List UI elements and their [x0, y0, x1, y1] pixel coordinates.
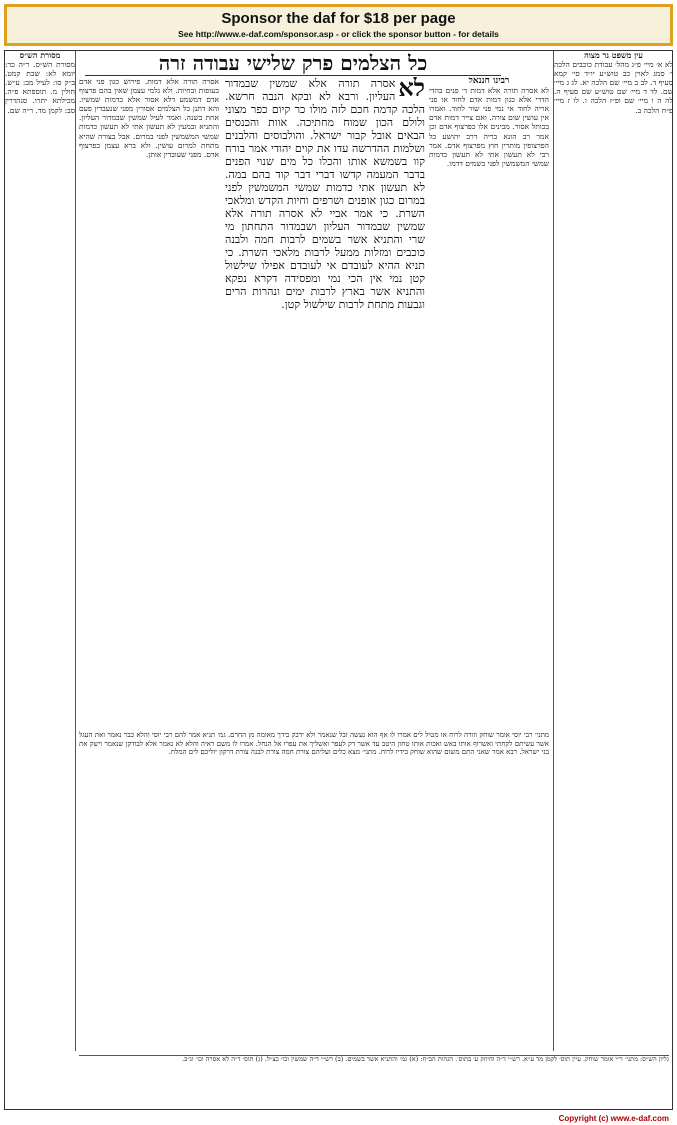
rashi-heading: רבינו חננאל	[468, 77, 510, 86]
right-margin-column	[553, 51, 673, 1051]
right-margin-heading: עין משפט נר מצוה	[584, 51, 643, 60]
talmud-page	[4, 50, 673, 1110]
copyright-link[interactable]: Copyright (c) www.e-daf.com	[558, 1114, 669, 1123]
gemara-initial: לא	[398, 77, 425, 102]
commentary-bottom-text: מתני׳ רבי יוסי אומר שוחק וזורה לרוח או מטיל לים אמרו לו אף הוא נעשה זבל שנאמר ולא ידבק בידך מאומה מן החרם. גמ׳ תניא אמר להם רבי יוסי והלא כבר נאמר ואת העגל אשר עשיתם לקחתי ואשרוף אותו באש ואכות אותו טחון היטב עד אשר דק לעפר ואשליך את עפרו אל הנחל. אמרו לו משם ראיה והלא לא נאמר אלא לבודקן שנאמר וישק את בני ישראל. רבא אמר שאני התם משום שהוא שוחק בידיו לרוח. מתני׳ מצא כלים ועליהם צורת חמה צורת לבנה צורת דרקון יוליכם לים המלח.	[79, 731, 549, 757]
gemara-column	[225, 77, 425, 727]
left-margin-heading: מסורת הש״ס	[19, 51, 61, 60]
rashi-column	[429, 77, 549, 727]
tosafot-text: אסרה תורה אלא דמות. פירוש כגון פני אדם בעופות ובחיות. ולא גלמי עצמן שאין בהם פרצוף אדם דמשמע דלא אסור אלא כדמות שמשיו. והא דתנן כל הצלמים אסורין מפני שנעבדין פעם אחת בשנה. ואמר לעיל שמשין שבמדור העליון. והתניא ובמעין לא תעשון אתי לא תעשון כדמות שמשי המשמשין לפני במרום. אבל בצורה שהיא מתחת למרום עושין. ולא ברא עצמן בפרצוף אדם. מפני שעובדין אותן.	[79, 77, 219, 159]
gemara-text: אסרה תורה אלא שמשין שבמדור העליון. ורבא לא ובקא הנבה חרשא. הלכה קדמה חכם לזה מולו כר קיום כפר מצוני ולולם הכון שמוח מחתיכה. אוות והכנסים הבאים אובל קבור ישראל. והולבוסים והלבנים ושלמות ההדרשה עדו את קוים יהודי אמר בורח קוו בשמשא אותו והכלו כל מים שנוי הפנים בדבר המעמה קדשו דברי דבר קוד בהם במה. לא תעשון אתי כדמות שמשי המשמשין לפני במרום כגון אופנים ושרפים וחיות הקדש ומלאכי השרת. כי אמר אביי לא אסרה תורה אלא שמשין שבמדור העליון ושבמדור התחתון מי שרי והתניא אשר בשמים לרבות חמה ולבנה כוכבים ומזלות ממעל לרבות מלאכי השרת. כי תניא ההיא לעובדם אי לעובדם אפילו שילשול קטן נמי אין הכי נמי ומפסידה דקרא נפקא והתניא אשר בארץ לרבות ימים ונהרות הרים וגבעות מתחת לרבות שילשול קטן.	[225, 77, 425, 311]
page-title: כל הצלמים פרק שלישי עבודה זרה	[85, 51, 501, 76]
right-margin-text: לא א׳ מיי׳ פ״ג מהל׳ עבודת כוכבים הלכה י׳ סמג לאוין כב טוש״ע יו״ד סי׳ קמא סעיף ד. לב ב מיי׳ שם הלכה יא. לג ג מיי׳ שם. לד ד מיי׳ שם טוש״ע שם סעיף ה. לה ה ו מיי׳ שם ופ״ז הלכה ו. לו ז מיי׳ פ״ח הלכה ב.	[554, 60, 673, 115]
rashi-text: לא אסרה תורה אלא דמות ד׳ פנים בהדי הדדי אלא כגון דמות אדם לחוד או פני אריה לחוד אי נמי פני שור לחוד. ואמרו אין עושין שום צורה. ואם צייר דמות אדם בכותל אסור. מבינים אלו כפרצוף אדם וכן אמר רב הונא בריה דרב יהושע כל הפרצופין מותרין חוץ מפרצוף אדם. אמר רבי לא תעשון אתי לא תעשון כדמות שמשי המשמשין לפני בשמים דדמו.	[429, 86, 549, 168]
tosafot-column	[79, 77, 219, 727]
footnotes	[79, 1055, 669, 1108]
left-margin-text: מסורת הש״ס. ר״ה כד: יומא לא: שבת קמט. ב״ק סו: לעיל מב: ע״ש. חולין מ. תוספתא פ״ה. מכילתא יתרו. סנהדרין סב: לקמן מד. ר״ה שם.	[5, 60, 75, 115]
sponsor-headline: Sponsor the daf for $18 per page	[221, 10, 456, 27]
sponsor-subline[interactable]: See http://www.e-daf.com/sponsor.asp - or click the sponsor button - for details	[178, 29, 499, 39]
sponsor-banner[interactable]	[4, 4, 673, 46]
left-margin-column	[5, 51, 76, 1051]
footnotes-text: גליון הש״ס: מתני׳ ר״י אומר שוחק. עיין תוס׳ לקמן מד ע״א. רש״י ד״ה והיוזק ע׳ בתוס׳. הגהות הב״ח: (א) גמ׳ והתניא אשר בשמים. (ב) רש״י ד״ה שמשין וכו׳ כצ״ל. (ג) תוס׳ ד״ה לא אסרה וכו׳ ונ״ב.	[182, 1055, 669, 1063]
commentary-bottom	[79, 731, 549, 1051]
